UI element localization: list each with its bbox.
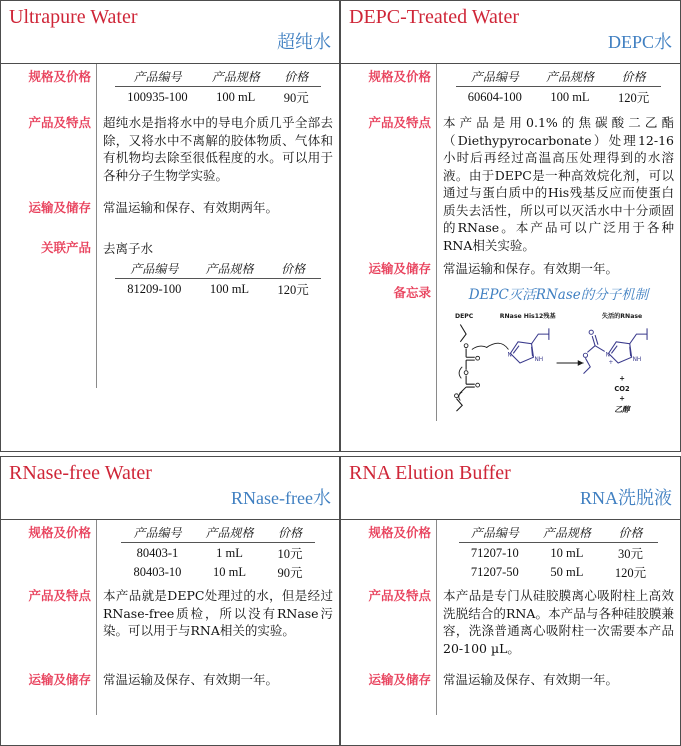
shipping-row — [1, 667, 339, 715]
shipping-content — [96, 667, 339, 715]
spec-price-row — [1, 520, 339, 583]
byproduct-ethanol: 乙醇 — [614, 404, 630, 414]
depc-structure — [455, 324, 512, 411]
cell-price: 90元 — [283, 91, 309, 105]
memo-title: DEPC灭活RNase的分子机制 — [468, 286, 649, 303]
cell-code: 80403-1 — [136, 545, 179, 560]
shipping-text: 常温运输及保存、有效期一年。 — [443, 672, 619, 687]
reaction-arrow — [557, 360, 584, 366]
product-panel-depc-treated-water — [340, 0, 681, 452]
spec-price-row — [341, 64, 680, 110]
features-content — [436, 583, 680, 667]
product-title-en: RNase-free Water — [9, 462, 152, 484]
row-label-features: 产品及特点 — [28, 115, 91, 130]
features-text: 本产品是专门从硅胶膜离心吸附柱上高效洗脱结合的RNA。本产品与各种硅胶膜兼容，洗涤普通离心吸附柱一次需要本产品20-100 µL。 — [443, 588, 674, 656]
product-title-cn: 超纯水 — [277, 32, 331, 52]
col-header-spec: 产品规格 — [531, 524, 603, 543]
panel-header — [1, 1, 339, 64]
col-header-spec: 产品规格 — [193, 524, 265, 543]
col-header-price: 价格 — [272, 68, 321, 87]
panel-header — [1, 457, 339, 520]
table-header-row — [456, 68, 661, 87]
shipping-row — [341, 256, 680, 280]
byproduct-plus-1: + — [619, 373, 625, 382]
byproduct-co2: CO2 — [614, 384, 630, 393]
row-label-shipping: 运输及储存 — [28, 200, 91, 215]
product-title-en: Ultrapure Water — [9, 6, 138, 28]
panel-body — [341, 64, 680, 421]
cell-code: 71207-50 — [470, 564, 519, 579]
atom-label-n: N — [507, 351, 512, 358]
spec-price-content — [436, 64, 680, 110]
product-structure — [583, 328, 647, 373]
memo-row — [341, 280, 680, 421]
row-label-shipping: 运输及储存 — [28, 672, 91, 687]
shipping-content — [436, 256, 680, 280]
cell-price: 120元 — [614, 566, 647, 580]
spec-price-row — [341, 520, 680, 583]
features-row — [1, 583, 339, 667]
cell-code: 71207-10 — [470, 545, 519, 560]
panel-body — [1, 520, 339, 715]
cell-spec: 10 mL — [213, 564, 246, 579]
col-header-spec: 产品规格 — [193, 260, 265, 279]
panel-header — [341, 1, 680, 64]
table-header-row — [121, 524, 314, 543]
features-content — [96, 110, 339, 195]
shipping-row — [341, 667, 680, 715]
row-label-features: 产品及特点 — [28, 588, 91, 603]
row-label-features: 产品及特点 — [368, 588, 431, 603]
diagram-label-inactivated-rnase: 失活的RNase — [601, 312, 643, 320]
cell-code: 81209-100 — [127, 281, 182, 296]
table-header-row — [115, 68, 320, 87]
histidine-structure — [507, 328, 548, 363]
spec-price-content — [436, 520, 680, 583]
row-label-spec-price: 规格及价格 — [28, 69, 91, 84]
cell-code: 60604-100 — [467, 89, 522, 104]
shipping-content — [436, 667, 680, 715]
features-content — [436, 110, 680, 256]
col-header-price: 价格 — [265, 260, 320, 279]
panel-filler — [1, 300, 339, 388]
table-row — [121, 562, 314, 581]
table-header-row — [115, 260, 320, 279]
spec-price-row — [1, 64, 339, 110]
byproduct-plus-2: + — [619, 394, 625, 403]
features-text: 本产品是用0.1%的焦碳酸二乙酯（Diethypyrocarbonate）处理12-16小时后再经过高温高压处理得到的水溶液。由于DEPC是一种高效烷化剂，可以通过与蛋白质中的His残基反应而使蛋白质失去活性，所以可以灭活水中十分顽固的RNase。本产品可以广泛用于各种RNA相关实验。 — [443, 115, 674, 253]
features-row — [1, 110, 339, 195]
col-header-spec: 产品规格 — [200, 68, 272, 87]
shipping-row — [1, 195, 339, 235]
row-label-spec-price: 规格及价格 — [28, 525, 91, 540]
cell-price: 30元 — [618, 547, 644, 561]
cell-price: 120元 — [277, 283, 309, 297]
col-header-price: 价格 — [266, 524, 315, 543]
cell-spec: 100 mL — [209, 281, 250, 296]
shipping-text: 常温运输和保存、有效期两年。 — [103, 200, 279, 215]
product-title-cn: RNA洗脱液 — [579, 488, 672, 508]
cell-code: 80403-10 — [133, 564, 182, 579]
diagram-label-his12: RNase His12残基 — [499, 312, 556, 320]
col-header-code: 产品编号 — [115, 68, 199, 87]
col-header-code: 产品编号 — [115, 260, 193, 279]
cell-code: 100935-100 — [127, 89, 188, 104]
table-row — [121, 543, 314, 563]
col-header-spec: 产品规格 — [534, 68, 606, 87]
atom-label-n: N — [605, 351, 610, 358]
panel-header — [341, 457, 680, 520]
features-text: 超纯水是指将水中的导电介质几乎全部去除，又将水中不离解的胶体物质、气体和有机物均去除至很低程度的水。可以用于各种分子生物学实验。 — [103, 115, 333, 183]
cell-spec: 10 mL — [550, 545, 584, 560]
row-label-memo: 备忘录 — [393, 284, 431, 300]
cell-price: 90元 — [277, 566, 303, 580]
shipping-text: 常温运输和保存。有效期一年。 — [443, 261, 619, 276]
cell-price: 120元 — [617, 91, 650, 105]
row-label-spec-price: 规格及价格 — [368, 525, 431, 540]
panel-body — [341, 520, 680, 715]
col-header-price: 价格 — [606, 68, 661, 87]
product-panel-rnase-free-water — [0, 456, 340, 746]
table-row — [459, 562, 658, 581]
features-text: 本产品就是DEPC处理过的水，但是经过RNase-free质检，所以没有RNase污染。可以用于与RNA相关的实验。 — [103, 588, 333, 638]
features-row — [341, 110, 680, 256]
product-panel-rna-elution-buffer — [340, 456, 681, 746]
product-title-en: DEPC-Treated Water — [349, 6, 520, 28]
features-row — [341, 583, 680, 667]
spec-table — [459, 524, 658, 581]
atom-label-charge: + — [608, 359, 614, 366]
col-header-code: 产品编号 — [456, 68, 534, 87]
related-row — [1, 235, 339, 300]
spec-table — [115, 68, 320, 106]
cell-spec: 1 mL — [216, 545, 243, 560]
panel-body — [1, 64, 339, 388]
table-row — [115, 279, 320, 299]
row-label-shipping: 运输及储存 — [368, 261, 431, 276]
row-label-related: 关联产品 — [40, 240, 91, 255]
table-row — [115, 87, 320, 107]
memo-content — [436, 280, 680, 421]
row-label-shipping: 运输及储存 — [368, 672, 431, 687]
col-header-price: 价格 — [603, 524, 658, 543]
col-header-code: 产品编号 — [121, 524, 193, 543]
table-header-row — [459, 524, 658, 543]
cell-spec: 50 mL — [550, 564, 584, 579]
cell-spec: 100 mL — [550, 89, 590, 104]
related-product-name: 去离子水 — [103, 241, 154, 256]
table-row — [456, 87, 661, 107]
shipping-text: 常温运输及保存、有效期一年。 — [103, 672, 279, 687]
spec-table — [456, 68, 661, 106]
spec-price-content — [96, 64, 339, 110]
col-header-code: 产品编号 — [459, 524, 531, 543]
spec-table — [121, 524, 314, 581]
catalog-row-bottom — [0, 456, 681, 746]
product-title-en: RNA Elution Buffer — [349, 462, 511, 484]
shipping-content — [96, 195, 339, 235]
related-spec-table — [115, 260, 320, 298]
product-title-cn: DEPC水 — [607, 32, 672, 52]
cell-spec: 100 mL — [216, 89, 256, 104]
diagram-label-depc: DEPC — [454, 312, 474, 320]
row-label-spec-price: 规格及价格 — [368, 69, 431, 84]
row-label-features: 产品及特点 — [368, 115, 431, 130]
depc-reaction-diagram — [443, 307, 674, 419]
cell-price: 10元 — [277, 547, 303, 561]
spec-price-content — [96, 520, 339, 583]
product-panel-ultrapure-water — [0, 0, 340, 452]
product-title-cn: RNase-free水 — [231, 488, 331, 508]
features-content — [96, 583, 339, 667]
related-content — [96, 235, 339, 300]
atom-label-nh: NH — [534, 356, 544, 363]
table-row — [459, 543, 658, 563]
atom-label-nh: NH — [632, 356, 642, 363]
